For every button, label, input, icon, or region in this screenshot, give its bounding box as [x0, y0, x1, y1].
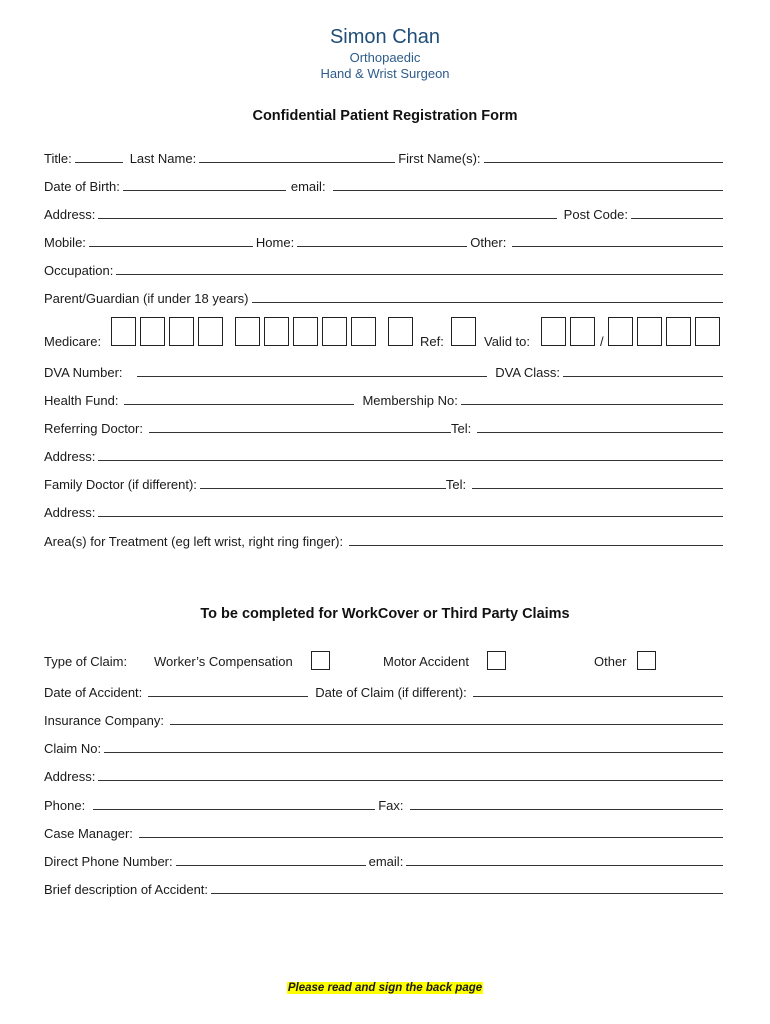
direct-phone-row [44, 851, 723, 869]
referring-doctor-label: Referring Doctor: [44, 421, 143, 436]
footer-note [0, 978, 770, 996]
family-doctor-field[interactable] [200, 475, 446, 489]
claim-address-label: Address: [44, 769, 96, 784]
occupation-row [44, 260, 723, 278]
medicare-issue-box[interactable] [388, 317, 413, 346]
referring-doctor-row [44, 418, 723, 436]
medicare-ref-box[interactable] [451, 317, 476, 346]
claim-fax-field[interactable] [410, 796, 724, 810]
other-claim-label: Other [594, 654, 627, 669]
home-label: Home: [255, 235, 295, 250]
ref-label: Ref: [420, 334, 444, 349]
insurance-row [44, 710, 723, 728]
footer-note-text: Please read and sign the back page [287, 982, 483, 994]
date-slash: / [600, 334, 604, 349]
dob-field[interactable] [123, 177, 286, 191]
post-code-field[interactable] [631, 205, 723, 219]
dva-row [44, 362, 723, 380]
family-address-row [44, 502, 723, 520]
referring-address-label: Address: [44, 449, 96, 464]
occupation-field[interactable] [116, 261, 723, 275]
family-tel-field[interactable] [472, 475, 723, 489]
treatment-row [44, 531, 723, 549]
date-of-accident-field[interactable] [148, 683, 308, 697]
medicare-digit-box[interactable] [264, 317, 289, 346]
valid-month-box[interactable] [570, 317, 595, 346]
other-phone-label: Other: [470, 235, 507, 250]
claim-email-label: email: [368, 854, 404, 869]
claim-phone-row [44, 795, 723, 813]
other-claim-checkbox[interactable] [637, 651, 656, 670]
accident-description-row [44, 879, 723, 897]
health-fund-field[interactable] [124, 391, 354, 405]
mobile-label: Mobile: [44, 235, 86, 250]
surgeon-specialty: Orthopaedic [349, 50, 421, 65]
address-label: Address: [44, 207, 96, 222]
family-doctor-label: Family Doctor (if different): [44, 477, 197, 492]
claim-no-field[interactable] [104, 739, 723, 753]
post-code-label: Post Code: [563, 207, 628, 222]
motor-accident-label: Motor Accident [383, 654, 469, 669]
address-row [44, 204, 723, 222]
accident-description-label: Brief description of Accident: [44, 882, 209, 897]
valid-year-box[interactable] [666, 317, 691, 346]
valid-year-box[interactable] [608, 317, 633, 346]
home-field[interactable] [297, 233, 467, 247]
case-manager-row [44, 823, 723, 841]
accident-description-field[interactable] [211, 880, 723, 894]
claim-phone-label: Phone: [44, 798, 86, 813]
dva-number-field[interactable] [137, 363, 488, 377]
email-label: email: [290, 179, 326, 194]
medicare-digit-box[interactable] [351, 317, 376, 346]
claim-address-row [44, 766, 723, 784]
email-field[interactable] [333, 177, 723, 191]
medicare-digit-box[interactable] [111, 317, 136, 346]
medicare-digit-box[interactable] [293, 317, 318, 346]
direct-phone-field[interactable] [176, 852, 366, 866]
medicare-digit-box[interactable] [198, 317, 223, 346]
first-names-field[interactable] [484, 149, 723, 163]
claim-type-label: Type of Claim: [44, 654, 128, 669]
accident-date-row [44, 682, 723, 700]
claim-phone-field[interactable] [93, 796, 375, 810]
guardian-row [44, 288, 723, 306]
other-phone-field[interactable] [512, 233, 723, 247]
title-label: Title: [44, 151, 72, 166]
medicare-digit-box[interactable] [169, 317, 194, 346]
dva-number-label: DVA Number: [44, 365, 123, 380]
date-of-accident-label: Date of Accident: [44, 685, 143, 700]
occupation-label: Occupation: [44, 263, 114, 278]
last-name-label: Last Name: [129, 151, 197, 166]
insurance-company-field[interactable] [170, 711, 723, 725]
workers-comp-label: Worker’s Compensation [154, 654, 293, 669]
family-address-field[interactable] [98, 503, 723, 517]
guardian-field[interactable] [252, 289, 724, 303]
family-address-label: Address: [44, 505, 96, 520]
medicare-row [44, 315, 723, 349]
case-manager-label: Case Manager: [44, 826, 133, 841]
valid-year-box[interactable] [637, 317, 662, 346]
title-field[interactable] [75, 149, 123, 163]
case-manager-field[interactable] [139, 824, 723, 838]
health-fund-label: Health Fund: [44, 393, 119, 408]
phones-row [44, 232, 723, 250]
valid-month-box[interactable] [541, 317, 566, 346]
referring-tel-label: Tel: [450, 421, 472, 436]
referring-doctor-field[interactable] [149, 419, 451, 433]
membership-no-field[interactable] [461, 391, 723, 405]
date-of-claim-label: Date of Claim (if different): [315, 685, 467, 700]
health-fund-row [44, 390, 723, 408]
medicare-digit-box[interactable] [322, 317, 347, 346]
medicare-label: Medicare: [44, 334, 102, 349]
referring-address-field[interactable] [98, 447, 723, 461]
valid-to-label: Valid to: [484, 334, 531, 349]
name-row [44, 148, 723, 166]
dva-class-field[interactable] [563, 363, 723, 377]
claim-no-row [44, 738, 723, 756]
claim-email-field[interactable] [406, 852, 723, 866]
insurance-company-label: Insurance Company: [44, 713, 164, 728]
surgeon-role: Hand & Wrist Surgeon [320, 66, 450, 81]
mobile-field[interactable] [89, 233, 253, 247]
family-doctor-row [44, 474, 723, 492]
membership-no-label: Membership No: [362, 393, 458, 408]
valid-year-box[interactable] [695, 317, 720, 346]
dva-class-label: DVA Class: [495, 365, 560, 380]
medicare-digit-box[interactable] [140, 317, 165, 346]
treatment-area-label: Area(s) for Treatment (eg left wrist, right ring finger): [44, 534, 344, 549]
claim-fax-label: Fax: [378, 798, 404, 813]
treatment-area-field[interactable] [349, 532, 723, 546]
surgeon-name: Simon Chan [329, 26, 441, 48]
family-tel-label: Tel: [445, 477, 467, 492]
referring-tel-field[interactable] [477, 419, 723, 433]
medicare-digit-box[interactable] [235, 317, 260, 346]
claim-no-label: Claim No: [44, 741, 102, 756]
first-names-label: First Name(s): [398, 151, 481, 166]
dob-label: Date of Birth: [44, 179, 120, 194]
claim-address-field[interactable] [98, 767, 723, 781]
form-title: Confidential Patient Registration Form [252, 108, 518, 124]
dob-row [44, 176, 723, 194]
address-field[interactable] [98, 205, 556, 219]
direct-phone-label: Direct Phone Number: [44, 854, 173, 869]
referring-address-row [44, 446, 723, 464]
motor-accident-checkbox[interactable] [487, 651, 506, 670]
date-of-claim-field[interactable] [473, 683, 723, 697]
workers-comp-checkbox[interactable] [311, 651, 330, 670]
last-name-field[interactable] [199, 149, 395, 163]
guardian-label: Parent/Guardian (if under 18 years) [44, 291, 249, 306]
claims-section-title: To be completed for WorkCover or Third Party Claims [200, 606, 570, 622]
